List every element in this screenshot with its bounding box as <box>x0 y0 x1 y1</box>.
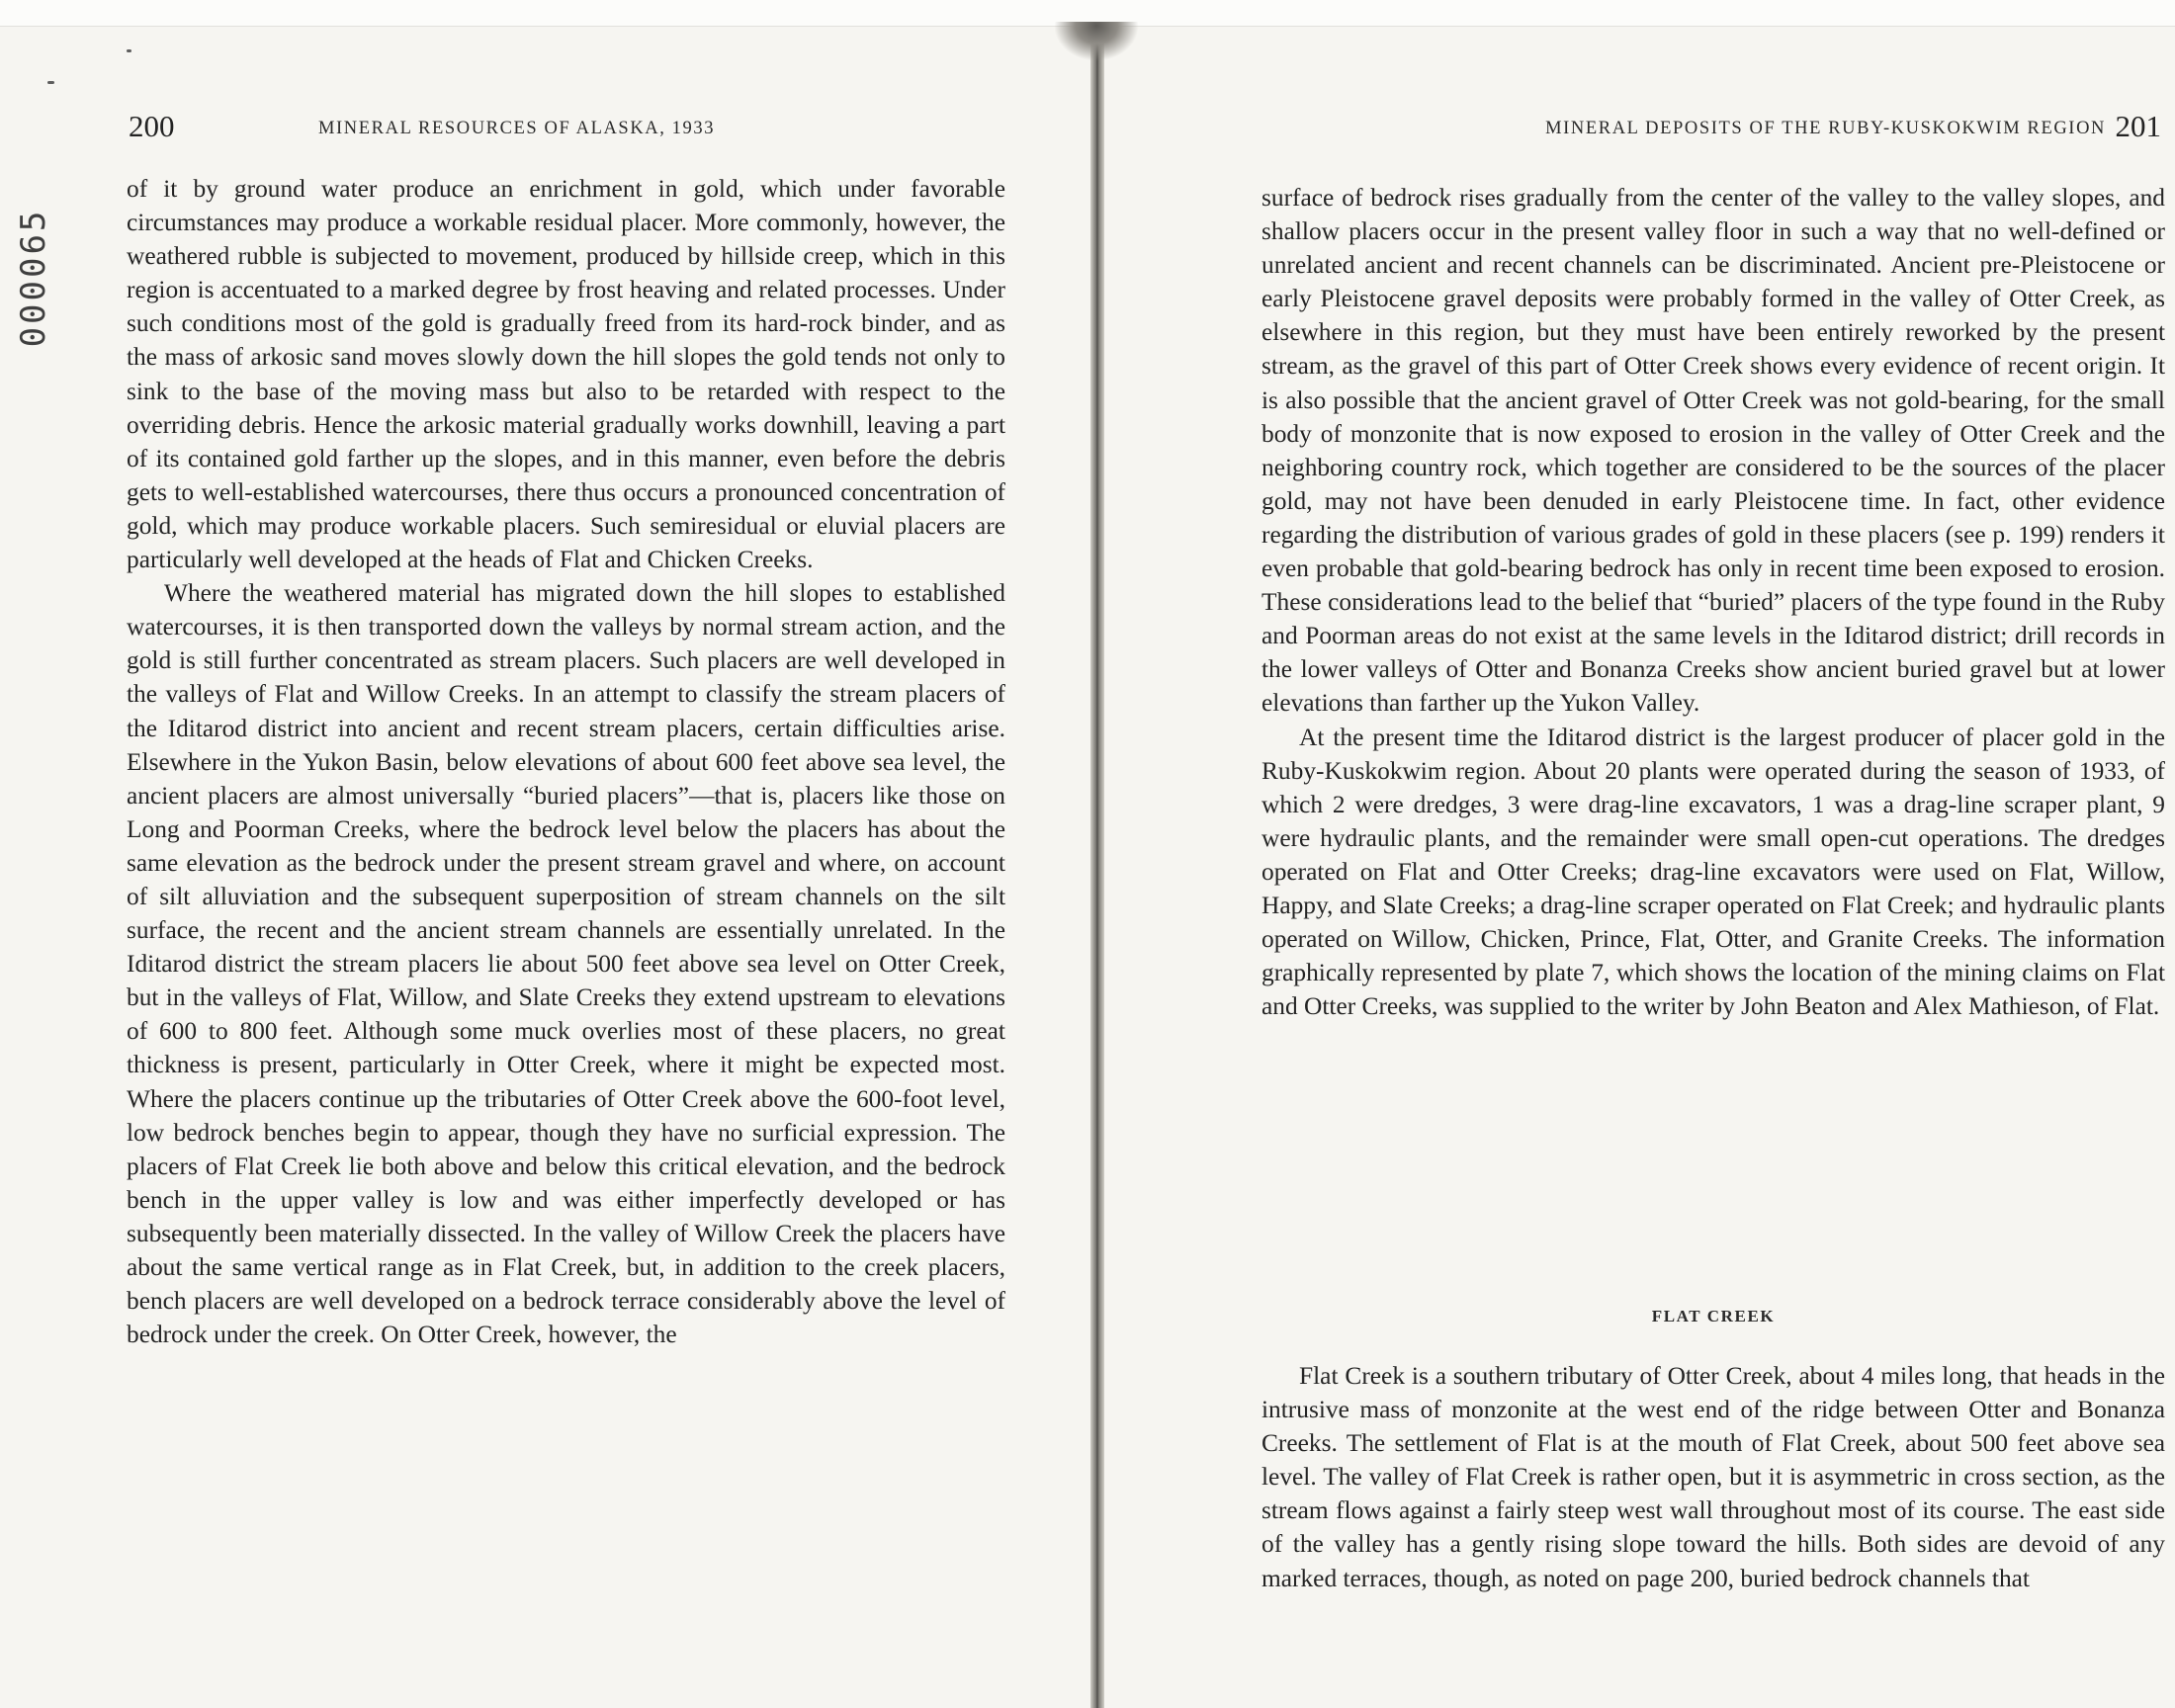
left-page-number: 200 <box>129 109 175 143</box>
section-text-column <box>1262 1359 2165 1595</box>
left-page <box>0 26 1090 1708</box>
left-paragraph-2: Where the weathered material has migrated down the hill slopes to established watercourses, it is then transported down the valleys by normal stream action, and the gold is still further concentrated as stream placers. Such placers are well developed in the valleys of Flat and Willow Creeks. In an attempt to classify the stream placers of the Iditarod district into ancient and recent stream placers, certain difficulties arise. Elsewhere in the Yukon Basin, below elevations of about 600 feet above sea level, the ancient placers are almost universally “buried placers”—that is, placers like those on Long and Poorman Creeks, where the bedrock level below the placers has about the same elevation as the bedrock under the present stream gravel and where, on account of silt alluviation and the subsequent superposition of stream channels on the silt surface, the recent and the ancient stream channels are essentially unrelated. In the Iditarod district the stream placers lie about 500 feet above sea level on Otter Creek, but in the valleys of Flat, Willow, and Slate Creeks they extend upstream to elevations of 600 to 800 feet. Although some muck overlies most of these placers, no great thickness is present, particularly in Otter Creek, where it might be expected most. Where the placers continue up the tributaries of Otter Creek above the 600-foot level, low bedrock benches begin to appear, though they have no surficial expression. The placers of Flat Creek lie both above and below this critical elevation, and the bedrock bench in the upper valley is low and was either imperfectly developed or has subsequently been materially dissected. In the valley of Willow Creek the placers have about the same vertical range as in Flat Creek, but, in addition to the creek placers, bench placers are well developed on a bedrock terrace considerably above the level of bedrock under the creek. On Otter Creek, however, the <box>127 579 1005 1349</box>
right-paragraph-2: At the present time the Iditarod district is the largest producer of placer gold in the Ruby-Kuskokwim region. About 20 plants were operated during the season of 1933, of which 2 were dredges, 3 were drag-line excavators, 1 was a drag-line scraper plant, 9 were hydraulic plants, and the remainder were small open-cut operations. The dredges operated on Flat and Otter Creeks; drag-line excavators were used on Flat, Willow, Happy, and Slate Creeks; a drag-line scraper operated on Flat Creek; and hydraulic plants operated on Willow, Chicken, Prince, Flat, Otter, and Granite Creeks. The information graphically represented by plate 7, which shows the location of the mining claims on Flat and Otter Creeks, was supplied to the writer by John Beaton and Alex Mathieson, of Flat. <box>1262 723 2165 1021</box>
right-running-head <box>1262 109 2161 148</box>
scan-speck <box>127 49 131 52</box>
section-heading: FLAT CREEK <box>1651 1307 1776 1325</box>
archive-stamp-number: 000065 <box>14 208 53 348</box>
right-page-number: 201 <box>2115 109 2161 143</box>
right-running-title: MINERAL DEPOSITS OF THE RUBY-KUSKOKWIM REGION <box>1545 119 2106 138</box>
right-text-column <box>1262 181 2165 1023</box>
left-running-title: MINERAL RESOURCES OF ALASKA, 1933 <box>318 119 716 138</box>
left-paragraph-1: of it by ground water produce an enrichment in gold, which under favorable circumstances may produce a workable residual placer. More commonly, however, the weathered rubble is subjected to movement, produced by hillside creep, which in this region is accentuated to a marked degree by frost heaving and related processes. Under such conditions most of the gold is gradually freed from its hard-rock binder, and as the mass of arkosic sand moves slowly down the hill slopes the gold tends not only to sink to the base of the moving mass but also to be retarded with respect to the overriding debris. Hence the arkosic material gradually works downhill, leaving a part of its contained gold farther up the slopes, and in this manner, even before the debris gets to well-established watercourses, there thus occurs a pronounced concentration of gold, which may produce workable placers. Such semiresidual or eluvial placers are particularly well developed at the heads of Flat and Chicken Creeks. <box>127 175 1005 574</box>
left-running-head <box>129 109 1018 148</box>
left-text-column <box>127 172 1005 1351</box>
book-gutter <box>1090 26 1104 1708</box>
archive-stamp <box>14 184 53 372</box>
scan-speck <box>47 81 54 84</box>
right-paragraph-1: surface of bedrock rises gradually from the center of the valley to the valley slopes, and shallow placers occur in the present valley floor in such a way that no well-defined or unrelated ancient and recent channels can be discriminated. Ancient pre-Pleistocene or early Pleistocene gravel deposits were probably formed in the valley of Otter Creek, as elsewhere in this region, but they must have been entirely reworked by the present stream, as the gravel of this part of Otter Creek shows every evidence of recent origin. It is also possible that the ancient gravel of Otter Creek was not gold-bearing, for the small body of monzonite that is now exposed to erosion in the valley of Otter Creek and the neighboring country rock, which together are considered to be the sources of the placer gold, may not have been denuded in early Pleistocene time. In fact, other evidence regarding the distribution of various grades of gold in these placers (see p. 199) renders it even probable that gold-bearing bedrock has only in recent time been exposed to erosion. These considerations lead to the belief that “buried” placers of the type found in the Ruby and Poorman areas do not exist at the same levels in the Iditarod district; drill records in the lower valleys of Otter and Bonanza Creeks show ancient buried gravel but at lower elevations than farther up the Yukon Valley. <box>1262 184 2165 718</box>
section-paragraph-1: Flat Creek is a southern tributary of Otter Creek, about 4 miles long, that heads in the intrusive mass of monzonite at the west end of the ridge between Otter and Bonanza Creeks. The settlement of Flat is at the mouth of Flat Creek, about 500 feet above sea level. The valley of Flat Creek is rather open, but it is asymmetric in cross section, as the stream flows against a fairly steep west wall throughout most of its course. The east side of the valley has a gently rising slope toward the hills. Both sides are devoid of any marked terraces, though, as noted on page 200, buried bedrock channels that <box>1262 1362 2165 1592</box>
right-page <box>1104 26 2175 1708</box>
